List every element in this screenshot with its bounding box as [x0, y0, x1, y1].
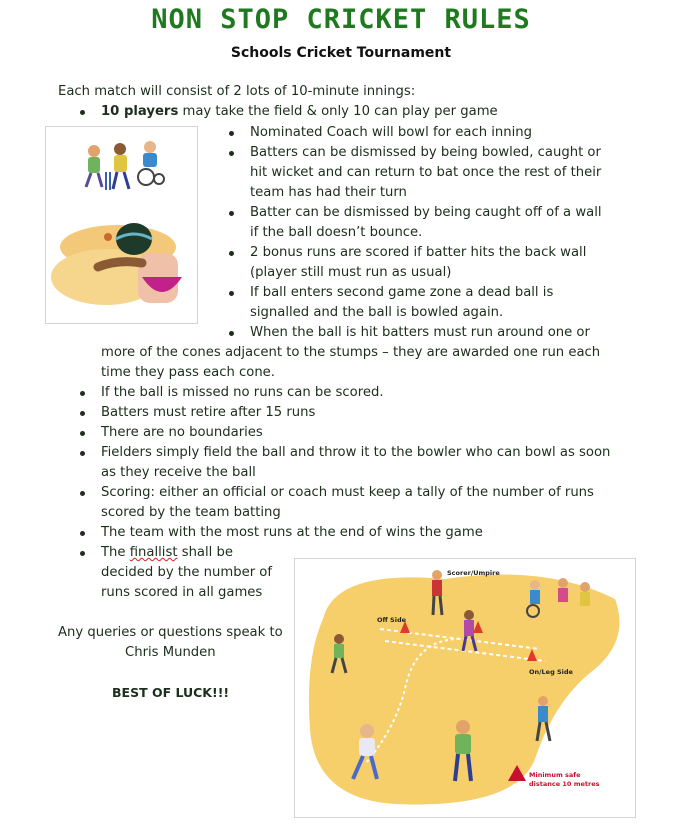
finalist-pre: The — [101, 545, 130, 560]
rule-finalist — [101, 543, 272, 603]
rule-players-bold: 10 players — [101, 104, 179, 119]
rule-line: 2 bonus runs are scored if batter hits the back wall — [250, 245, 587, 260]
rule-dead-ball — [250, 283, 553, 323]
rule-wall-catch — [250, 203, 602, 243]
rule-retire: Batters must retire after 15 runs — [101, 403, 315, 423]
contact-line: Any queries or questions speak to — [58, 625, 283, 640]
rule-winner: The team with the most runs at the end of wins the game — [101, 523, 483, 543]
page-subtitle: Schools Cricket Tournament — [230, 45, 452, 61]
rule-players — [101, 102, 498, 122]
rule-line: time they pass each cone. — [101, 365, 275, 380]
contact-name: Chris Munden — [125, 645, 216, 660]
rule-fielders — [101, 443, 610, 483]
rule-line: signalled and the ball is bowled again. — [250, 305, 504, 320]
rule-running-cont — [101, 343, 600, 383]
rule-line: (player still must run as usual) — [250, 265, 452, 280]
rule-running — [250, 323, 590, 343]
batting-illustration — [45, 126, 198, 324]
rule-coach — [250, 123, 532, 143]
closing-text: BEST OF LUCK!!! — [112, 685, 230, 700]
rule-line: more of the cones adjacent to the stumps – they are awarded one run each — [101, 345, 601, 360]
label-safe-line-2: distance 10 metres — [529, 780, 600, 788]
rule-line: If ball enters second game zone a dead ball is — [250, 285, 554, 300]
label-safe-distance — [529, 771, 599, 789]
rule-line: team has had their turn — [250, 185, 407, 200]
label-safe-line-1: Minimum safe — [529, 771, 581, 779]
finalist-post: shall be — [177, 545, 234, 560]
rule-line: scored by the team batting — [101, 505, 281, 520]
rule-bonus-runs — [250, 243, 586, 283]
field-diagram — [294, 558, 636, 818]
label-leg-side: On/Leg Side — [529, 668, 573, 676]
rule-scoring — [101, 483, 594, 523]
rule-line: Batter can be dismissed by being caught off of a wall — [250, 205, 602, 220]
rule-line: Scoring: either an official or coach must keep a tally of the number of runs — [101, 485, 594, 500]
label-off-side: Off Side — [377, 616, 407, 624]
rule-line: hit wicket and can return to bat once the rest of their — [250, 165, 602, 180]
rule-line: Batters can be dismissed by being bowled, caught or — [250, 145, 601, 160]
finalist-word: finallist — [129, 545, 178, 560]
rule-line: decided by the number of — [101, 565, 273, 580]
rule-boundaries: There are no boundaries — [101, 423, 263, 443]
rule-line: Nominated Coach will bowl for each inning — [250, 125, 533, 140]
rule-line: runs scored in all games — [101, 585, 263, 600]
rule-line — [101, 543, 272, 563]
page-title: NON STOP CRICKET RULES — [151, 4, 531, 35]
label-umpire: Scorer/Umpire — [447, 569, 500, 577]
rule-players-rest: may take the field & only 10 can play per game — [178, 104, 498, 119]
rule-line: as they receive the ball — [101, 465, 256, 480]
rule-dismissal — [250, 143, 601, 203]
intro-text: Each match will consist of 2 lots of 10-minute innings: — [58, 84, 416, 99]
rule-line: When the ball is hit batters must run around one or — [250, 325, 590, 340]
rule-line: if the ball doesn’t bounce. — [250, 225, 423, 240]
rule-missed: If the ball is missed no runs can be scored. — [101, 383, 384, 403]
rule-line: Fielders simply field the ball and throw it to the bowler who can bowl as soon — [101, 445, 611, 460]
batting-scene-drawing — [46, 127, 197, 323]
